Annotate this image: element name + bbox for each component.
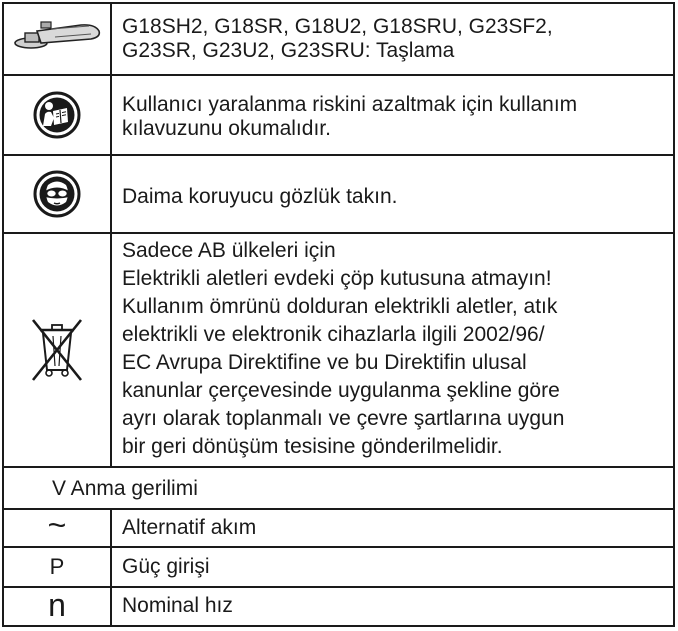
model-row <box>4 4 673 76</box>
weee-line: ayrı olarak toplanmalı ve çevre şartlarına uygun <box>122 407 565 430</box>
weee-line: bir geri dönüşüm tesisine gönderilmelidir. <box>122 435 503 458</box>
weee-text <box>122 237 667 461</box>
manual-row <box>4 76 673 156</box>
weee-line: Sadece AB ülkeleri için <box>122 239 336 262</box>
ac-symbol-cell <box>4 507 112 546</box>
ac-row <box>4 507 673 548</box>
model-text <box>122 15 667 63</box>
power-symbol-cell <box>4 548 112 586</box>
goggles-text <box>122 185 667 209</box>
speed-symbol-cell <box>4 588 112 625</box>
weee-row <box>4 234 673 468</box>
goggles-row <box>4 156 673 234</box>
manual-symbol-cell <box>4 76 112 154</box>
goggles-line: Daima koruyucu gözlük takın. <box>122 185 398 208</box>
voltage-cell <box>4 468 673 508</box>
crossed-bin-icon <box>25 314 89 386</box>
ac-symbol: ~ <box>47 507 67 543</box>
weee-line: EC Avrupa Direktifine ve bu Direktifin ulusal <box>122 351 527 374</box>
manual-line: kılavuzunu okumalıdır. <box>122 117 331 140</box>
model-symbol-cell <box>4 4 112 74</box>
manual-text <box>122 93 667 141</box>
model-line: G23SR, G23U2, G23SRU: Taşlama <box>122 39 455 62</box>
weee-line: elektrikli ve elektronik cihazlarla ilgili 2002/96/ <box>122 323 545 346</box>
speed-row <box>4 588 673 625</box>
power-text: Güç girişi <box>122 555 210 578</box>
weee-symbol-cell <box>4 234 112 466</box>
voltage-row <box>4 468 673 510</box>
voltage-text: V Anma gerilimi <box>52 477 198 500</box>
weee-line: kanunlar çerçevesinde uygulanma şekline göre <box>122 379 560 402</box>
weee-line: Kullanım ömrünü dolduran elektrikli aletler, atık <box>122 295 558 318</box>
manual-line: Kullanıcı yaralanma riskini azaltmak için kullanım <box>122 93 578 116</box>
symbols-table <box>2 2 675 627</box>
speed-text: Nominal hız <box>122 594 233 617</box>
speed-symbol: n <box>48 586 66 623</box>
model-line: G18SH2, G18SR, G18U2, G18SRU, G23SF2, <box>122 15 553 38</box>
safety-goggles-icon <box>32 169 82 219</box>
angle-grinder-icon <box>11 17 103 61</box>
power-symbol: P <box>49 554 65 579</box>
read-manual-icon <box>32 90 82 140</box>
power-row <box>4 548 673 588</box>
weee-line: Elektrikli aletleri evdeki çöp kutusuna atmayın! <box>122 267 552 290</box>
goggles-symbol-cell <box>4 156 112 232</box>
ac-text: Alternatif akım <box>122 516 257 539</box>
